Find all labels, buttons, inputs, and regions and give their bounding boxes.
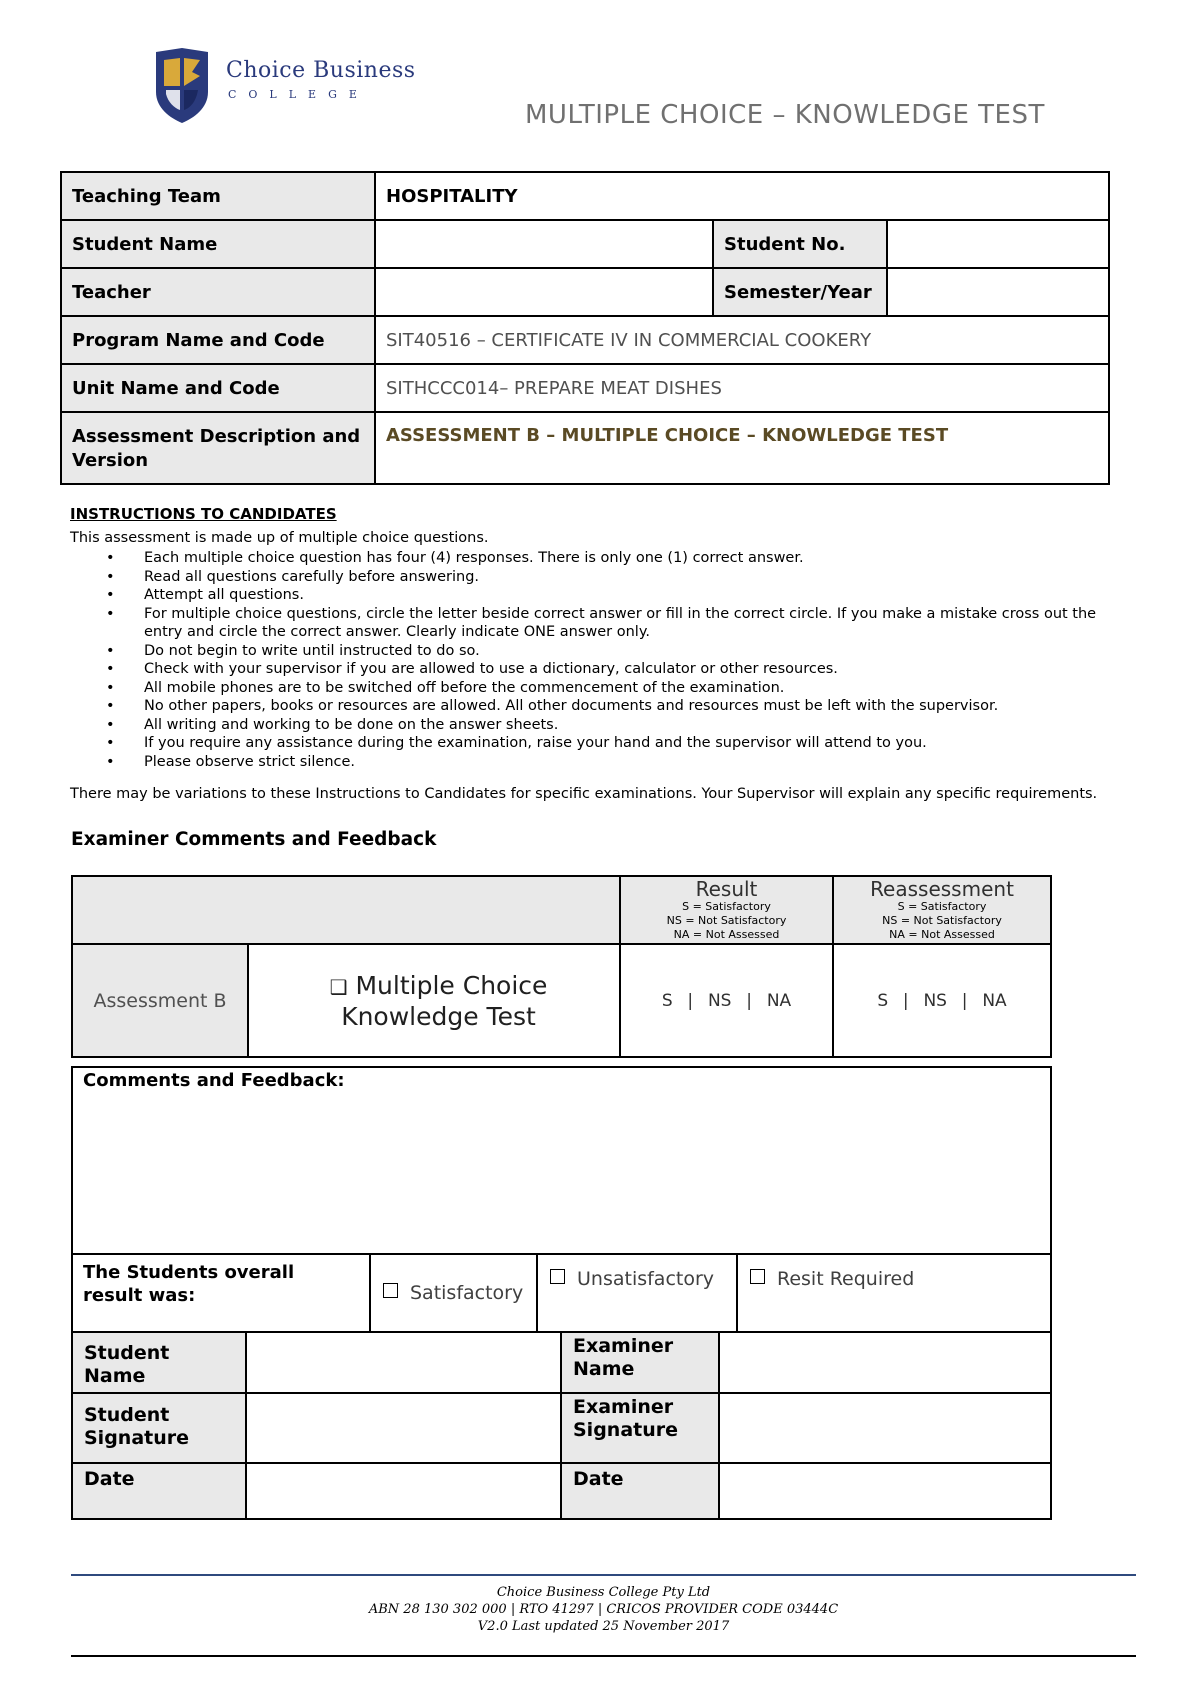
overall-result-table <box>71 1253 1052 1333</box>
unit-label: Unit Name and Code <box>61 364 375 412</box>
teacher-field[interactable] <box>375 268 713 316</box>
instruction-text: If you require any assistance during the examination, raise your hand and the supervisor will attend to you. <box>144 735 927 751</box>
bullet-icon: • <box>106 587 115 603</box>
overall-result-label: The Students overall result was: <box>72 1254 370 1332</box>
checkbox-icon[interactable] <box>750 1269 765 1284</box>
option-satisfactory[interactable] <box>370 1254 537 1332</box>
instruction-text: Read all questions carefully before answering. <box>144 568 480 585</box>
list-item <box>106 660 1126 679</box>
multiple-choice-task <box>248 944 620 1057</box>
teaching-team-label: Teaching Team <box>61 172 375 220</box>
footer <box>71 1584 1136 1635</box>
date-label: Date <box>561 1463 719 1519</box>
option-label: Satisfactory <box>410 1282 524 1304</box>
date-label: Date <box>72 1463 246 1519</box>
student-name-label: Student Name <box>72 1332 246 1393</box>
bullet-icon: • <box>106 605 115 622</box>
bullet-icon: • <box>106 550 115 566</box>
examiner-heading: Examiner Comments and Feedback <box>71 829 437 850</box>
result-options[interactable]: S | NS | NA <box>620 944 833 1057</box>
program-label: Program Name and Code <box>61 316 375 364</box>
result-header <box>620 876 833 944</box>
document-title: MULTIPLE CHOICE – KNOWLEDGE TEST <box>525 100 1045 130</box>
student-name-label: Student Name <box>61 220 375 268</box>
college-logo <box>152 46 212 126</box>
instructions-list <box>106 549 1126 771</box>
student-name-field[interactable] <box>375 220 713 268</box>
examiner-name-field[interactable] <box>719 1332 1051 1393</box>
student-signature-field[interactable] <box>246 1393 561 1463</box>
key-not-assessed: NA = Not Assessed <box>673 928 780 941</box>
footer-registration: ABN 28 130 302 000 | RTO 41297 | CRICOS PROVIDER CODE 03444C <box>368 1602 839 1617</box>
key-not-satisfactory: NS = Not Satisfactory <box>882 914 1002 927</box>
bullet-icon: • <box>106 735 115 751</box>
list-item <box>106 642 1126 661</box>
checkbox-icon[interactable]: ❑ <box>329 974 348 999</box>
bullet-icon: • <box>106 568 115 585</box>
option-label: Resit Required <box>777 1268 915 1290</box>
reassessment-title: Reassessment <box>870 877 1014 901</box>
student-no-field[interactable] <box>887 220 1109 268</box>
unit-value: SITHCCC014– PREPARE MEAT DISHES <box>375 364 1109 412</box>
logo-subtitle: COLLEGE <box>228 88 369 101</box>
instructions-heading: INSTRUCTIONS TO CANDIDATES <box>70 505 337 523</box>
result-table-blank-header <box>72 876 620 944</box>
comments-feedback-box[interactable] <box>71 1066 1052 1253</box>
instruction-text: Each multiple choice question has four (4) responses. There is only one (1) correct answer. <box>144 550 804 566</box>
assessment-description-label: Assessment Description and Version <box>61 412 375 484</box>
list-item <box>106 586 1126 605</box>
list-item <box>106 716 1126 735</box>
teacher-label: Teacher <box>61 268 375 316</box>
instruction-text: All writing and working to be done on the answer sheets. <box>144 716 559 733</box>
footer-divider <box>71 1574 1136 1576</box>
shield-icon <box>152 46 212 126</box>
option-unsatisfactory[interactable] <box>537 1254 737 1332</box>
checkbox-icon[interactable] <box>550 1269 565 1284</box>
list-item <box>106 568 1126 587</box>
student-name-field[interactable] <box>246 1332 561 1393</box>
option-label: Unsatisfactory <box>577 1268 715 1290</box>
checkbox-icon[interactable] <box>383 1283 398 1298</box>
result-table <box>71 875 1052 1058</box>
bullet-icon: • <box>106 716 115 733</box>
key-satisfactory: S = Satisfactory <box>897 900 987 913</box>
instruction-text: Do not begin to write until instructed to do so. <box>144 642 480 659</box>
examiner-signature-field[interactable] <box>719 1393 1051 1463</box>
footer-version: V2.0 Last updated 25 November 2017 <box>477 1619 730 1634</box>
list-item <box>106 734 1126 753</box>
task-label: Multiple Choice Knowledge Test <box>341 970 548 1031</box>
bullet-icon: • <box>106 679 115 696</box>
bullet-icon: • <box>106 661 115 677</box>
list-item <box>106 679 1126 698</box>
examiner-date-field[interactable] <box>719 1463 1051 1519</box>
instruction-text: Attempt all questions. <box>144 587 304 603</box>
assessment-info-table <box>60 171 1110 485</box>
list-item <box>106 605 1126 642</box>
instruction-text: For multiple choice questions, circle the letter beside correct answer or fill in the correct circle. If you make a mistake cross out the entry and circle the correct answer. Clearly indicate ONE answer only. <box>144 605 1097 640</box>
instruction-text: No other papers, books or resources are allowed. All other documents and resources must be left with the supervisor. <box>144 698 999 714</box>
program-value: SIT40516 – CERTIFICATE IV IN COMMERCIAL COOKERY <box>375 316 1109 364</box>
logo-wordmark: Choice Business <box>226 58 416 83</box>
reassessment-options[interactable]: S | NS | NA <box>833 944 1051 1057</box>
examiner-name-label: Examiner Name <box>561 1332 719 1393</box>
option-resit[interactable] <box>737 1254 1051 1332</box>
bullet-icon: • <box>106 698 115 714</box>
assessment-description-value: ASSESSMENT B – MULTIPLE CHOICE – KNOWLEDGE TEST <box>375 412 1109 484</box>
instructions-intro: This assessment is made up of multiple choice questions. <box>70 530 489 546</box>
student-no-label: Student No. <box>713 220 887 268</box>
semester-field[interactable] <box>887 268 1109 316</box>
assessment-b-label: Assessment B <box>72 944 248 1057</box>
list-item <box>106 753 1126 772</box>
examiner-signature-label: Examiner Signature <box>561 1393 719 1463</box>
bullet-icon: • <box>106 753 115 770</box>
key-not-satisfactory: NS = Not Satisfactory <box>666 914 787 927</box>
instruction-text: Check with your supervisor if you are allowed to use a dictionary, calculator or other resources. <box>144 661 838 677</box>
instruction-text: All mobile phones are to be switched off before the commencement of the examination. <box>144 679 785 696</box>
key-not-assessed: NA = Not Assessed <box>889 928 995 941</box>
signature-table <box>71 1331 1052 1520</box>
semester-label: Semester/Year <box>713 268 887 316</box>
comments-label: Comments and Feedback: <box>83 1070 345 1091</box>
key-satisfactory: S = Satisfactory <box>682 900 771 913</box>
student-date-field[interactable] <box>246 1463 561 1519</box>
student-signature-label: Student Signature <box>72 1393 246 1463</box>
list-item <box>106 549 1126 568</box>
reassessment-header <box>833 876 1051 944</box>
footer-bottom-divider <box>71 1655 1136 1657</box>
footer-company: Choice Business College Pty Ltd <box>496 1585 711 1600</box>
list-item <box>106 697 1126 716</box>
instructions-footer: There may be variations to these Instructions to Candidates for specific examinations. Your Supervisor will explain any specific requirements. <box>70 786 1098 802</box>
instruction-text: Please observe strict silence. <box>144 753 356 770</box>
result-title: Result <box>695 877 758 901</box>
teaching-team-value: HOSPITALITY <box>375 172 1109 220</box>
bullet-icon: • <box>106 642 115 659</box>
